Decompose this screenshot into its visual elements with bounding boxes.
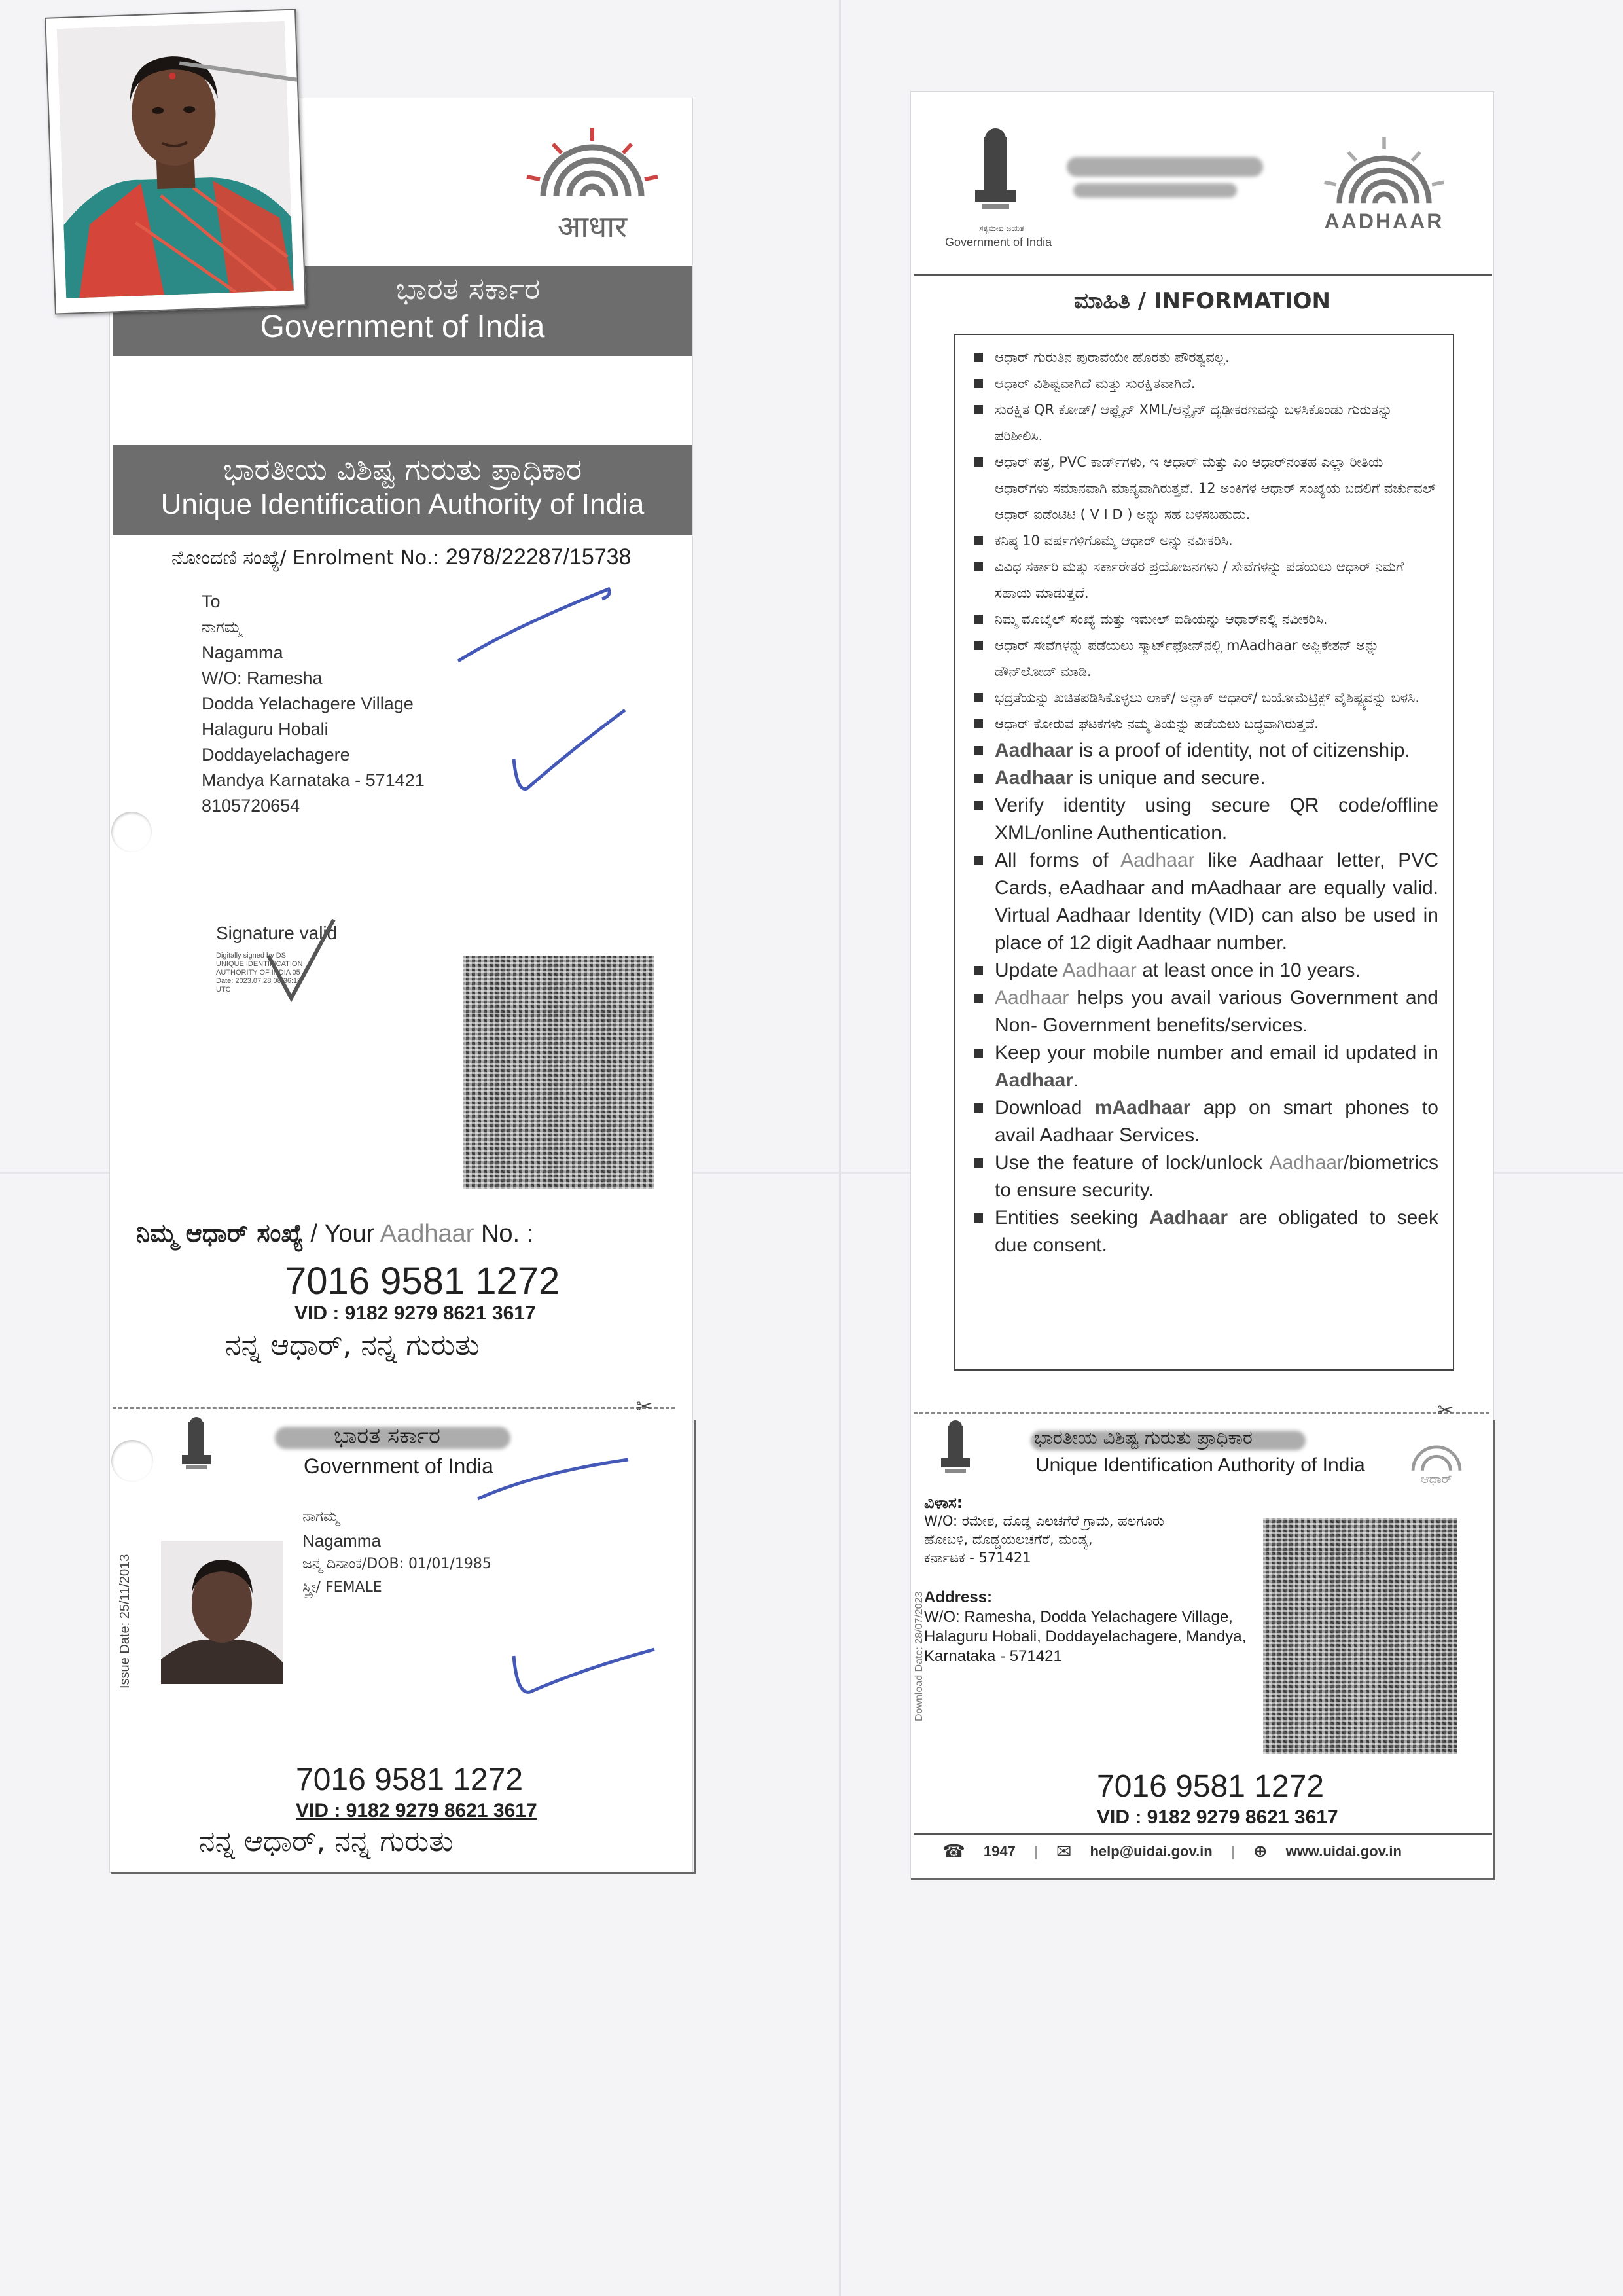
info-text: at least once in 10 years. [1136, 960, 1361, 981]
info-item-english [969, 1149, 1438, 1204]
your-aadhaar-label [136, 1219, 533, 1248]
bullet-icon [974, 457, 983, 467]
bullet-icon [974, 693, 983, 702]
info-item-english [969, 1039, 1438, 1094]
gov-kannada: ಭಾರತ ಸರ್ಕಾರ [395, 271, 541, 306]
fingerprint-sun-icon [1315, 131, 1453, 209]
card-vid: VID : 9182 9279 8621 3617 [296, 1800, 537, 1821]
back-authority-kannada: ಭಾರತೀಯ ವಿಶಿಷ್ಟ ಗುರುತು ಪ್ರಾಧಿಕಾರ [1034, 1427, 1253, 1448]
aadhaar-hindi-text: आधार [557, 209, 628, 244]
info-item-kannada [969, 685, 1438, 711]
bullet-icon [974, 1213, 983, 1223]
back-aadhaar-number: 7016 9581 1272 [1097, 1769, 1325, 1804]
info-text: All forms of [995, 850, 1121, 871]
info-highlight: Aadhaar [1269, 1152, 1344, 1174]
cut-line [113, 1407, 675, 1409]
address-en-line: Halaguru Hobali, Doddayelachagere, Mandya, [924, 1628, 1247, 1645]
info-text: Verify identity using secure QR code/offline XML/online Authentication. [995, 795, 1438, 844]
your-no-aadhaar: Aadhaar [380, 1220, 474, 1247]
info-text: like Aadhaar letter, PVC Cards, eAadhaar and mAadhaar are equally valid. Virtual Aadhaar Identity (VID) can also be used in place of 12 digit Aadhaar number. [995, 850, 1438, 954]
enrolment-value: 2978/22287/15738 [445, 545, 632, 569]
issue-date: Issue Date: 25/11/2013 [118, 1554, 132, 1689]
front-gov-kannada: ಭಾರತ ಸರ್ಕಾರ [334, 1423, 440, 1449]
address-line: Doddayelachagere [202, 745, 350, 764]
bullet-icon [974, 405, 983, 414]
bullet-icon [974, 801, 983, 810]
emblem-caption-kn: ಸತ್ಯಮೇವ ಜಯತೆ [979, 224, 1025, 233]
info-item-kannada [969, 711, 1438, 737]
bullet-icon [974, 994, 983, 1003]
info-item-english [969, 957, 1438, 984]
card-tagline: ನನ್ನ ಆಧಾರ್, ನನ್ನ ಗುರುತು [199, 1825, 454, 1858]
info-item-english [969, 764, 1438, 792]
authority-kannada: ಭಾರತೀಯ ವಿಶಿಷ್ಟ ಗುರುತು ಪ್ರಾಧಿಕಾರ [223, 452, 582, 487]
info-item-english [969, 984, 1438, 1039]
info-text: . [1073, 1069, 1079, 1091]
card-dob: ಜನ್ಮ ದಿನಾಂಕ/DOB: 01/01/1985 [302, 1556, 491, 1572]
redacted-bar [1067, 157, 1263, 177]
pen-tick-mark [504, 1630, 661, 1708]
address-kn-label: ವಿಳಾಸ: [924, 1494, 963, 1512]
qr-code [1263, 1518, 1457, 1754]
info-text: is a proof of identity, not of citizenship. [1073, 740, 1410, 761]
address-label: Address: [924, 1588, 993, 1606]
phone-icon: ☎ [942, 1841, 965, 1861]
info-highlight: Aadhaar [1062, 960, 1137, 981]
phone-number[interactable]: 1947 [983, 1842, 1016, 1859]
enrolment-label: ನೋಂದಣಿ ಸಂಖ್ಯೆ/ Enrolment No.: [171, 547, 440, 569]
digital-signature [216, 923, 337, 994]
fingerprint-sun-icon [1400, 1433, 1472, 1486]
info-heading: ಮಾಹಿತಿ / INFORMATION [1074, 288, 1330, 314]
footer-separator: | [1033, 1842, 1038, 1859]
info-highlight: mAadhaar [1094, 1097, 1191, 1119]
bullet-icon [974, 562, 983, 571]
bullet-icon [974, 615, 983, 624]
your-no-suffix: No. : [474, 1220, 534, 1247]
info-text: ಕನಿಷ್ಠ 10 ವರ್ಷಗಳಿಗೊಮ್ಮೆ ಆಧಾರ್ ಅನ್ನು ನವೀಕರಿಸಿ. [995, 533, 1233, 548]
info-text: ಆಧಾರ್ ಗುರುತಿನ ಪುರಾವೆಯೇ ಹೊರತು ಪೌರತ್ವವಲ್ಲ. [995, 350, 1230, 365]
info-item-english [969, 737, 1438, 764]
info-text: Entities seeking [995, 1207, 1149, 1229]
email-icon: ✉ [1056, 1841, 1072, 1861]
info-item-kannada [969, 397, 1438, 449]
info-text: Update [995, 960, 1063, 981]
uidai-banner [113, 445, 692, 535]
pen-tick-mark [452, 576, 622, 674]
address-line: W/O: Ramesha [202, 668, 323, 688]
signature-detail-line: Date: 2023.07.28 08:36:18 [216, 977, 302, 985]
bullet-icon [974, 536, 983, 545]
bullet-icon [974, 856, 983, 865]
globe-icon: ⊕ [1253, 1841, 1268, 1861]
back-address-english [924, 1588, 1246, 1666]
info-text: ಆಧಾರ್ ಕೋರುವ ಘಟಕಗಳು ನಮ್ಮ ತಿಯನ್ನು ಪಡೆಯಲು ಬದ್ಧವಾಗಿರುತ್ತವೆ. [995, 716, 1319, 732]
info-item-kannada [969, 370, 1438, 397]
your-no-label: / Your [310, 1220, 380, 1247]
info-text: ಭದ್ರತೆಯನ್ನು ಖಚಿತಪಡಿಸಿಕೊಳ್ಳಲು ಲಾಕ್/ ಅನ್ಲಾಕ್ ಆಧಾರ್/ ಬಯೋಮೆಟ್ರಿಕ್ಸ್ ವೈಶಿಷ್ಟ್ಯವನ್ನು ಬಳಸಿ. [995, 690, 1420, 706]
aadhaar-brand-text: AADHAAR [1324, 209, 1444, 233]
national-emblem-icon [966, 124, 1025, 223]
footer-divider [914, 1833, 1492, 1835]
national-emblem-icon [177, 1417, 216, 1479]
enrolment-number [171, 545, 631, 570]
bullet-icon [974, 641, 983, 650]
address-kn-line: W/O: ರಮೇಶ, ದೊಡ್ಡ ಎಲಚಗೆರೆ ಗ್ರಾಮ, ಹಲಗೂರು [924, 1513, 1164, 1529]
card-name-kannada: ನಾಗಮ್ಮ [302, 1509, 339, 1525]
info-text: /biometrics to ensure security. [995, 1152, 1438, 1201]
fingerprint-sun-icon [517, 124, 668, 203]
info-item-kannada [969, 449, 1438, 528]
issue-date-wrap [111, 1554, 132, 1689]
bullet-icon [974, 353, 983, 362]
card-details [302, 1505, 491, 1600]
signature-detail-line: UNIQUE IDENTIFICATION [216, 960, 303, 968]
aadhaar-number: 7016 9581 1272 [285, 1260, 560, 1302]
bullet-icon [974, 966, 983, 975]
national-emblem-icon [937, 1420, 974, 1482]
info-item-english [969, 847, 1438, 957]
bullet-icon [974, 774, 983, 783]
info-item-english [969, 792, 1438, 847]
vid-number: VID : 9182 9279 8621 3617 [294, 1302, 536, 1324]
cut-line [914, 1412, 1489, 1414]
address-line: Nagamma [202, 643, 283, 662]
info-text: app on smart phones to avail Aadhaar Services. [995, 1097, 1438, 1146]
applicant-photo [45, 9, 306, 314]
aadhaar-logo [517, 124, 668, 249]
info-highlight: Aadhaar [1149, 1207, 1228, 1229]
signature-detail-line: AUTHORITY OF INDIA 05 [216, 969, 300, 977]
info-highlight: Aadhaar [995, 987, 1069, 1009]
info-item-english [969, 1204, 1438, 1259]
signature-detail-line: Digitally signed by DS [216, 952, 286, 960]
card-aadhaar-number: 7016 9581 1272 [296, 1763, 524, 1797]
aadhaar-brand-logo [1315, 131, 1453, 234]
signature-label: Signature valid [216, 923, 338, 943]
info-highlight: Aadhaar [995, 767, 1074, 789]
info-text: ವಿವಿಧ ಸರ್ಕಾರಿ ಮತ್ತು ಸರ್ಕಾರೇತರ ಪ್ರಯೋಜನಗಳು / ಸೇವೆಗಳನ್ನು ಪಡೆಯಲು ಆಧಾರ್ ನಿಮಗೆ ಸಹಾಯ ಮಾಡುತ್ತದೆ. [995, 559, 1404, 601]
pen-tick-mark [471, 1446, 635, 1505]
signature-detail-line: UTC [216, 986, 231, 994]
front-gov-english: Government of India [304, 1454, 493, 1478]
portrait-image [57, 21, 294, 298]
info-text: ಆಧಾರ್ ಪತ್ರ, PVC ಕಾರ್ಡ್‌ಗಳು, ಇ ಆಧಾರ್ ಮತ್ತು ಎಂ ಆಧಾರ್‌ನಂತಹ ಎಲ್ಲಾ ರೀತಿಯ ಆಧಾರ್‌ಗಳು ಸಮಾನವಾಗಿ ಮಾನ್ಯವಾಗಿರುತ್ತವೆ. 12 ಅಂಕಿಗಳ ಆಧಾರ್ ಸಂಖ್ಯೆಯ ಬದಲಿಗೆ ವರ್ಚುವಲ್ ಆಧಾರ್ ಐಡೆಂಟಿಟಿ ( V I D ) ಅನ್ನು ಸಹ ಬಳಸಬಹುದು. [995, 454, 1436, 522]
info-item-kannada [969, 632, 1438, 685]
paper-fold-vertical [839, 0, 841, 2296]
info-highlight: Aadhaar [995, 1069, 1074, 1091]
bullet-icon [974, 379, 983, 388]
address-line: To [202, 592, 221, 611]
information-box [954, 334, 1454, 1371]
your-no-kannada: ನಿಮ್ಮ ಆಧಾರ್ ಸಂಖ್ಯೆ [136, 1219, 304, 1247]
info-text: Use the feature of lock/unlock [995, 1152, 1270, 1174]
redacted-bar [1073, 183, 1237, 198]
info-text: ನಿಮ್ಮ ಮೊಬೈಲ್ ಸಂಖ್ಯೆ ಮತ್ತು ಇಮೇಲ್ ಐಡಿಯನ್ನು ಆಧಾರ್‌ನಲ್ಲಿ ನವೀಕರಿಸಿ. [995, 611, 1328, 627]
info-text: is unique and secure. [1073, 767, 1266, 789]
address-line: Dodda Yelachagere Village [202, 694, 414, 713]
card-name: Nagamma [302, 1531, 381, 1551]
info-text: are obligated to seek due consent. [995, 1207, 1438, 1256]
bullet-icon [974, 719, 983, 728]
info-highlight: Aadhaar [1120, 850, 1195, 871]
info-list [955, 335, 1453, 1259]
gov-english: Government of India [260, 310, 545, 344]
info-item-kannada [969, 606, 1438, 632]
bullet-icon [974, 1158, 983, 1168]
card-photo [161, 1541, 283, 1684]
info-highlight: Aadhaar [995, 740, 1074, 761]
info-item-kannada [969, 554, 1438, 606]
info-text: ಸುರಕ್ಷಿತ QR ಕೋಡ್/ ಆಫ್ಲೈನ್ XML/ಆನ್ಲೈನ್ ದೃಢೀಕರಣವನ್ನು ಬಳಸಿಕೊಂಡು ಗುರುತನ್ನು ಪರಿಶೀಲಿಸಿ. [995, 402, 1393, 444]
address-kn-line: ಕರ್ನಾಟಕ - 571421 [924, 1550, 1031, 1566]
download-date: Download Date: 28/07/2023 [914, 1591, 925, 1721]
address-kn-line: ಹೋಬಳಿ, ದೊಡ್ಡಯಲಚಗೆರೆ, ಮಂಡ್ಯ, [924, 1532, 1093, 1547]
punch-hole [111, 812, 152, 852]
contact-footer [942, 1840, 1402, 1862]
info-text: helps you avail various Government and Non- Government benefits/services. [995, 987, 1438, 1036]
info-text: ಆಧಾರ್ ಸೇವೆಗಳನ್ನು ಪಡೆಯಲು ಸ್ಮಾರ್ಟ್‌ಫೋನ್‌ನಲ್ಲಿ mAadhaar ಅಪ್ಲಿಕೇಶನ್ ಅನ್ನು ಡೌನ್‌ಲೋಡ್ ಮಾಡಿ. [995, 637, 1380, 679]
email-address[interactable]: help@uidai.gov.in [1090, 1842, 1213, 1859]
website-link[interactable]: www.uidai.gov.in [1285, 1842, 1402, 1859]
authority-english: Unique Identification Authority of India [160, 488, 645, 520]
scissors-icon: ✂ [636, 1396, 653, 1418]
bullet-icon [974, 1103, 983, 1113]
info-text: ಆಧಾರ್ ವಿಶಿಷ್ಟವಾಗಿದೆ ಮತ್ತು ಸುರಕ್ಷಿತವಾಗಿದೆ. [995, 376, 1196, 391]
info-text: Download [995, 1097, 1095, 1119]
punch-hole [111, 1440, 153, 1482]
address-line: Mandya Karnataka - 571421 [202, 770, 425, 790]
info-item-kannada [969, 528, 1438, 554]
download-date-wrap [914, 1591, 927, 1721]
back-authority-english: Unique Identification Authority of India [1035, 1454, 1365, 1476]
qr-code [463, 956, 654, 1189]
card-gender: ಸ್ತ್ರೀ/ FEMALE [302, 1579, 382, 1596]
emblem-caption: Government of India [945, 236, 1052, 249]
info-text: Keep your mobile number and email id updated in [995, 1042, 1438, 1064]
info-item-english [969, 1094, 1438, 1149]
back-vid: VID : 9182 9279 8621 3617 [1097, 1806, 1338, 1828]
address-en-line: W/O: Ramesha, Dodda Yelachagere Village, [924, 1608, 1233, 1626]
tagline: ನನ್ನ ಆಧಾರ್, ನನ್ನ ಗುರುತು [225, 1329, 480, 1362]
scissors-icon: ✂ [1437, 1400, 1454, 1422]
info-item-kannada [969, 344, 1438, 370]
pen-tick-mark [504, 700, 635, 805]
back-address-kannada [924, 1494, 1164, 1567]
svg-text:ಆಧಾರ್: ಆಧಾರ್ [1420, 1471, 1453, 1486]
address-en-line: Karnataka - 571421 [924, 1647, 1062, 1665]
header-divider [914, 274, 1492, 276]
address-line: Halaguru Hobali [202, 719, 329, 739]
footer-separator: | [1230, 1842, 1235, 1859]
address-line: 8105720654 [202, 796, 300, 816]
bullet-icon [974, 746, 983, 755]
bullet-icon [974, 1049, 983, 1058]
address-line: ನಾಗಮ್ಮ [202, 618, 241, 636]
signature-check-icon [262, 916, 340, 1008]
